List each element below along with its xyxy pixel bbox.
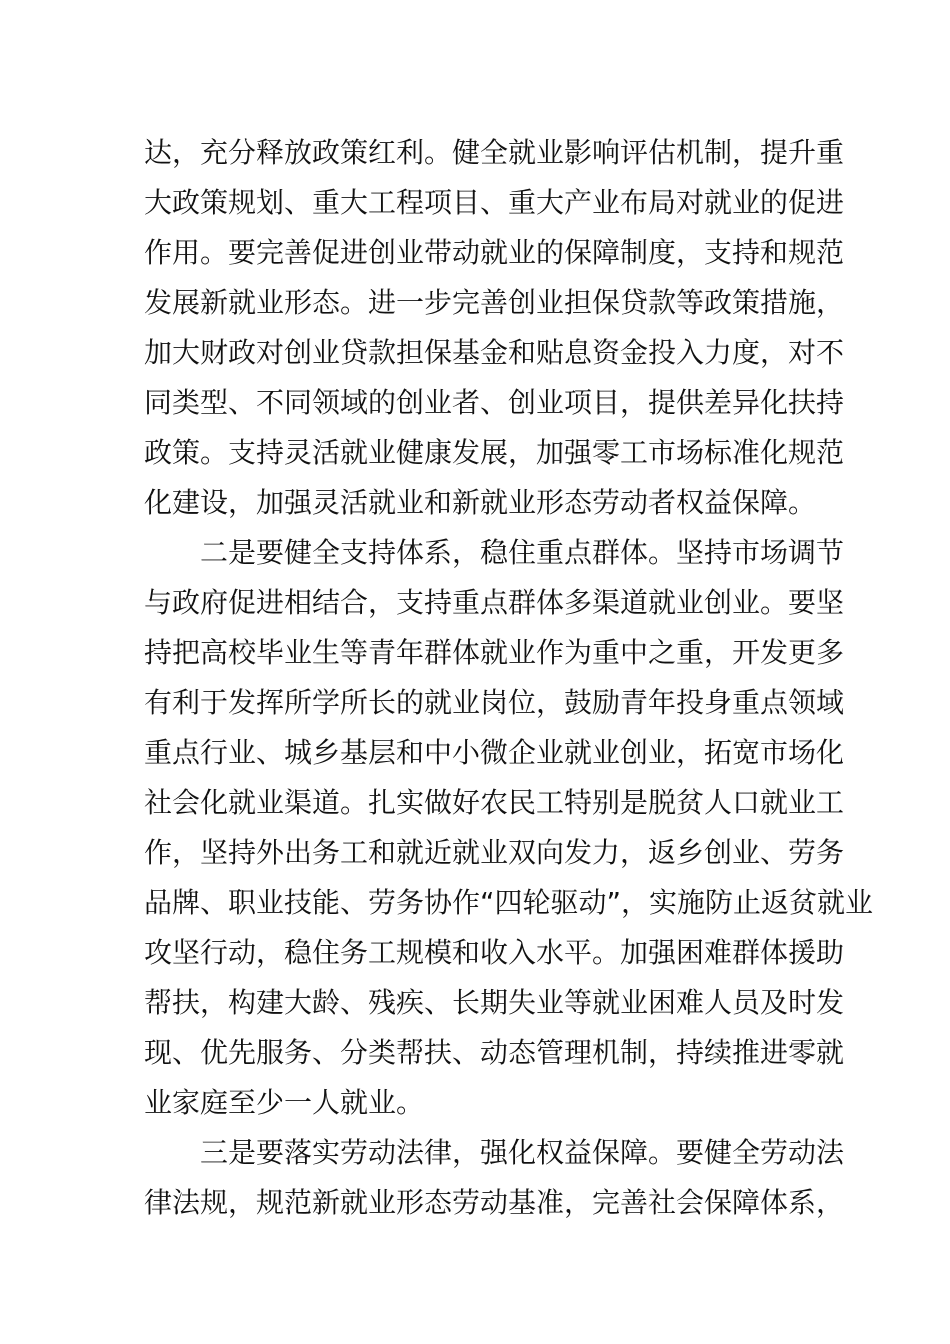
text-line: 律法规，规范新就业形态劳动基准，完善社会保障体系， — [144, 1186, 845, 1219]
text-line: 重点行业、城乡基层和中小微企业就业创业，拓宽市场化 — [144, 736, 845, 769]
text-line: 发展新就业形态。进一步完善创业担保贷款等政策措施， — [144, 286, 845, 319]
text-line-paragraph-start: 二是要健全支持体系，稳住重点群体。坚持市场调节 — [200, 536, 845, 569]
text-line: 同类型、不同领域的创业者、创业项目，提供差异化扶持 — [144, 386, 845, 419]
text-line: 作用。要完善促进创业带动就业的保障制度，支持和规范 — [144, 236, 845, 269]
text-line: 作，坚持外出务工和就近就业双向发力，返乡创业、劳务 — [144, 836, 845, 869]
text-line: 大政策规划、重大工程项目、重大产业布局对就业的促进 — [144, 186, 845, 219]
text-line-paragraph-end: 业家庭至少一人就业。 — [144, 1086, 425, 1119]
text-line: 加大财政对创业贷款担保基金和贴息资金投入力度，对不 — [144, 336, 845, 369]
text-line: 社会化就业渠道。扎实做好农民工特别是脱贫人口就业工 — [144, 786, 845, 819]
text-line: 品牌、职业技能、劳务协作“四轮驱动”，实施防止返贫就业 — [144, 886, 874, 919]
text-line: 现、优先服务、分类帮扶、动态管理机制，持续推进零就 — [144, 1036, 845, 1069]
text-line: 政策。支持灵活就业健康发展，加强零工市场标准化规范 — [144, 436, 845, 469]
text-line: 有利于发挥所学所长的就业岗位，鼓励青年投身重点领域 — [144, 686, 845, 719]
body-text — [144, 128, 874, 1228]
text-line: 与政府促进相结合，支持重点群体多渠道就业创业。要坚 — [144, 586, 845, 619]
text-line-paragraph-end: 化建设，加强灵活就业和新就业形态劳动者权益保障。 — [144, 486, 817, 519]
text-line: 攻坚行动，稳住务工规模和收入水平。加强困难群体援助 — [144, 936, 845, 969]
text-line: 达，充分释放政策红利。健全就业影响评估机制，提升重 — [144, 136, 845, 169]
text-line: 帮扶，构建大龄、残疾、长期失业等就业困难人员及时发 — [144, 986, 845, 1019]
text-line-paragraph-start: 三是要落实劳动法律，强化权益保障。要健全劳动法 — [200, 1136, 845, 1169]
text-line: 持把高校毕业生等青年群体就业作为重中之重，开发更多 — [144, 636, 845, 669]
